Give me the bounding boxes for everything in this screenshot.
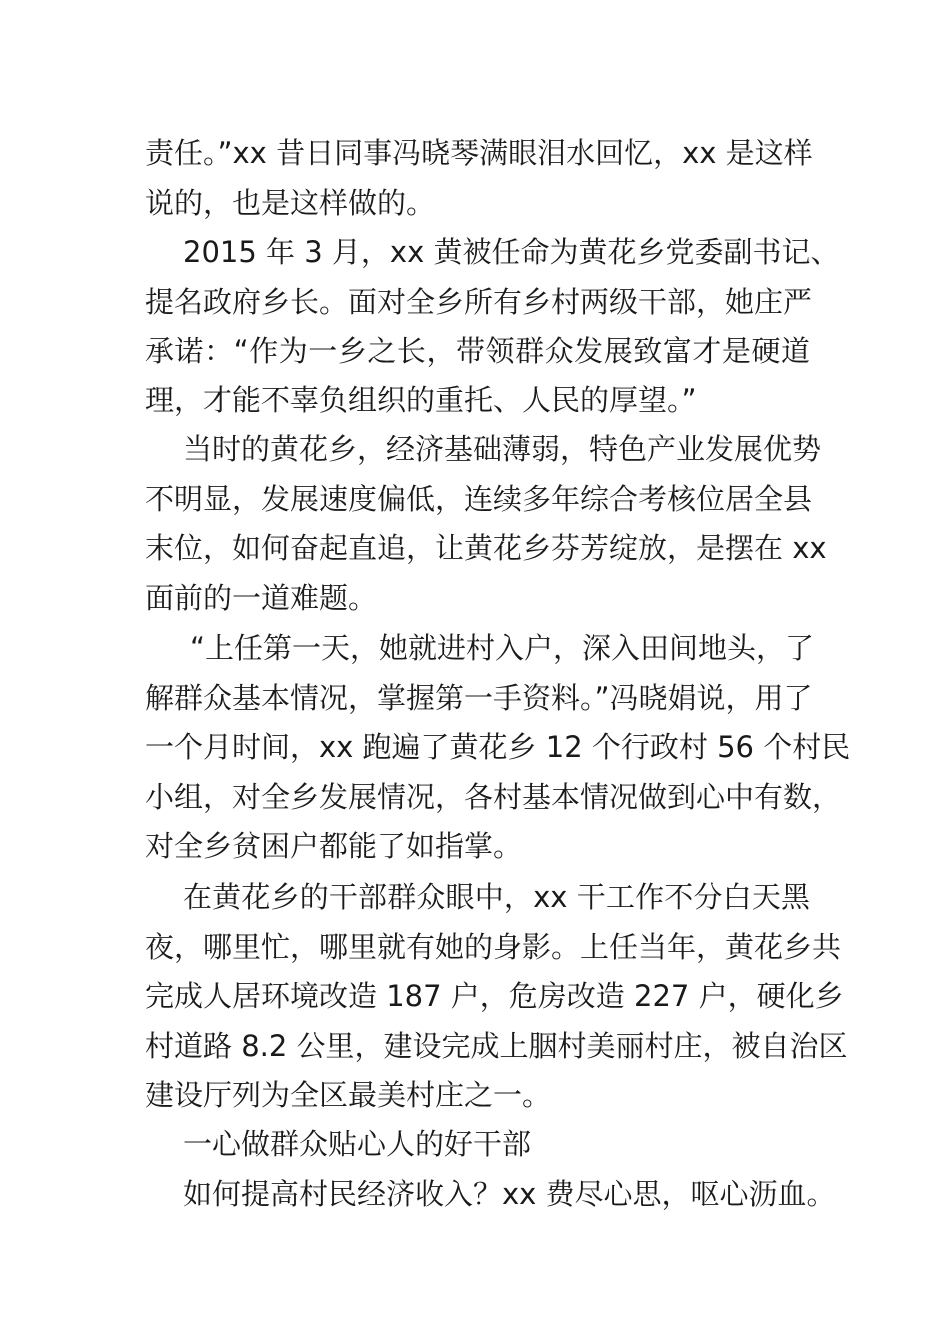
text-line-16: 在黄花乡的干部群众眼中，xx 干工作不分白天黑 (183, 880, 810, 914)
text-line-4: 提名政府乡长。面对全乡所有乡村两级干部，她庄严 (145, 285, 813, 319)
text-line-8: 不明显，发展速度偏低，连续多年综合考核位居全县 (145, 482, 813, 516)
text-line-15: 对全乡贫困户都能了如指掌。 (145, 829, 523, 863)
text-line-13: 一个月时间，xx 跑遍了黄花乡 12 个行政村 56 个村民 (145, 730, 851, 764)
text-line-6: 理，才能不辜负组织的重托、人民的厚望。” (145, 383, 697, 417)
text-line-7: 当时的黄花乡，经济基础薄弱，特色产业发展优势 (183, 432, 822, 466)
text-line-19: 村道路 8.2 公里，建设完成上胭村美丽村庄，被自治区 (145, 1029, 848, 1063)
text-line-20: 建设厅列为全区最美村庄之一。 (145, 1078, 552, 1112)
text-line-22: 如何提高村民经济收入？xx 费尽心思，呕心沥血。 (183, 1177, 836, 1211)
section-heading: 一心做群众贴心人的好干部 (183, 1127, 532, 1161)
text-line-12: 解群众基本情况，掌握第一手资料。”冯晓娟说，用了 (145, 681, 813, 715)
text-line-3: 2015 年 3 月，xx 黄被任命为黄花乡党委副书记、 (183, 235, 840, 269)
text-line-18: 完成人居环境改造 187 户，危房改造 227 户，硬化乡 (145, 979, 844, 1013)
text-line-5: 承诺：“作为一乡之长，带领群众发展致富才是硬道 (145, 334, 810, 368)
text-line-9: 末位，如何奋起直追，让黄花乡芬芳绽放，是摆在 xx (145, 531, 827, 565)
text-line-2: 说的，也是这样做的。 (145, 186, 436, 220)
text-line-1: 责任。”xx 昔日同事冯晓琴满眼泪水回忆，xx 是这样 (145, 136, 813, 170)
text-line-14: 小组，对全乡发展情况，各村基本情况做到心中有数， (145, 780, 842, 814)
text-line-10: 面前的一道难题。 (145, 581, 378, 615)
text-line-17: 夜，哪里忙，哪里就有她的身影。上任当年，黄花乡共 (145, 930, 842, 964)
text-line-11: “上任第一天，她就进村入户，深入田间地头，了 (190, 631, 815, 665)
